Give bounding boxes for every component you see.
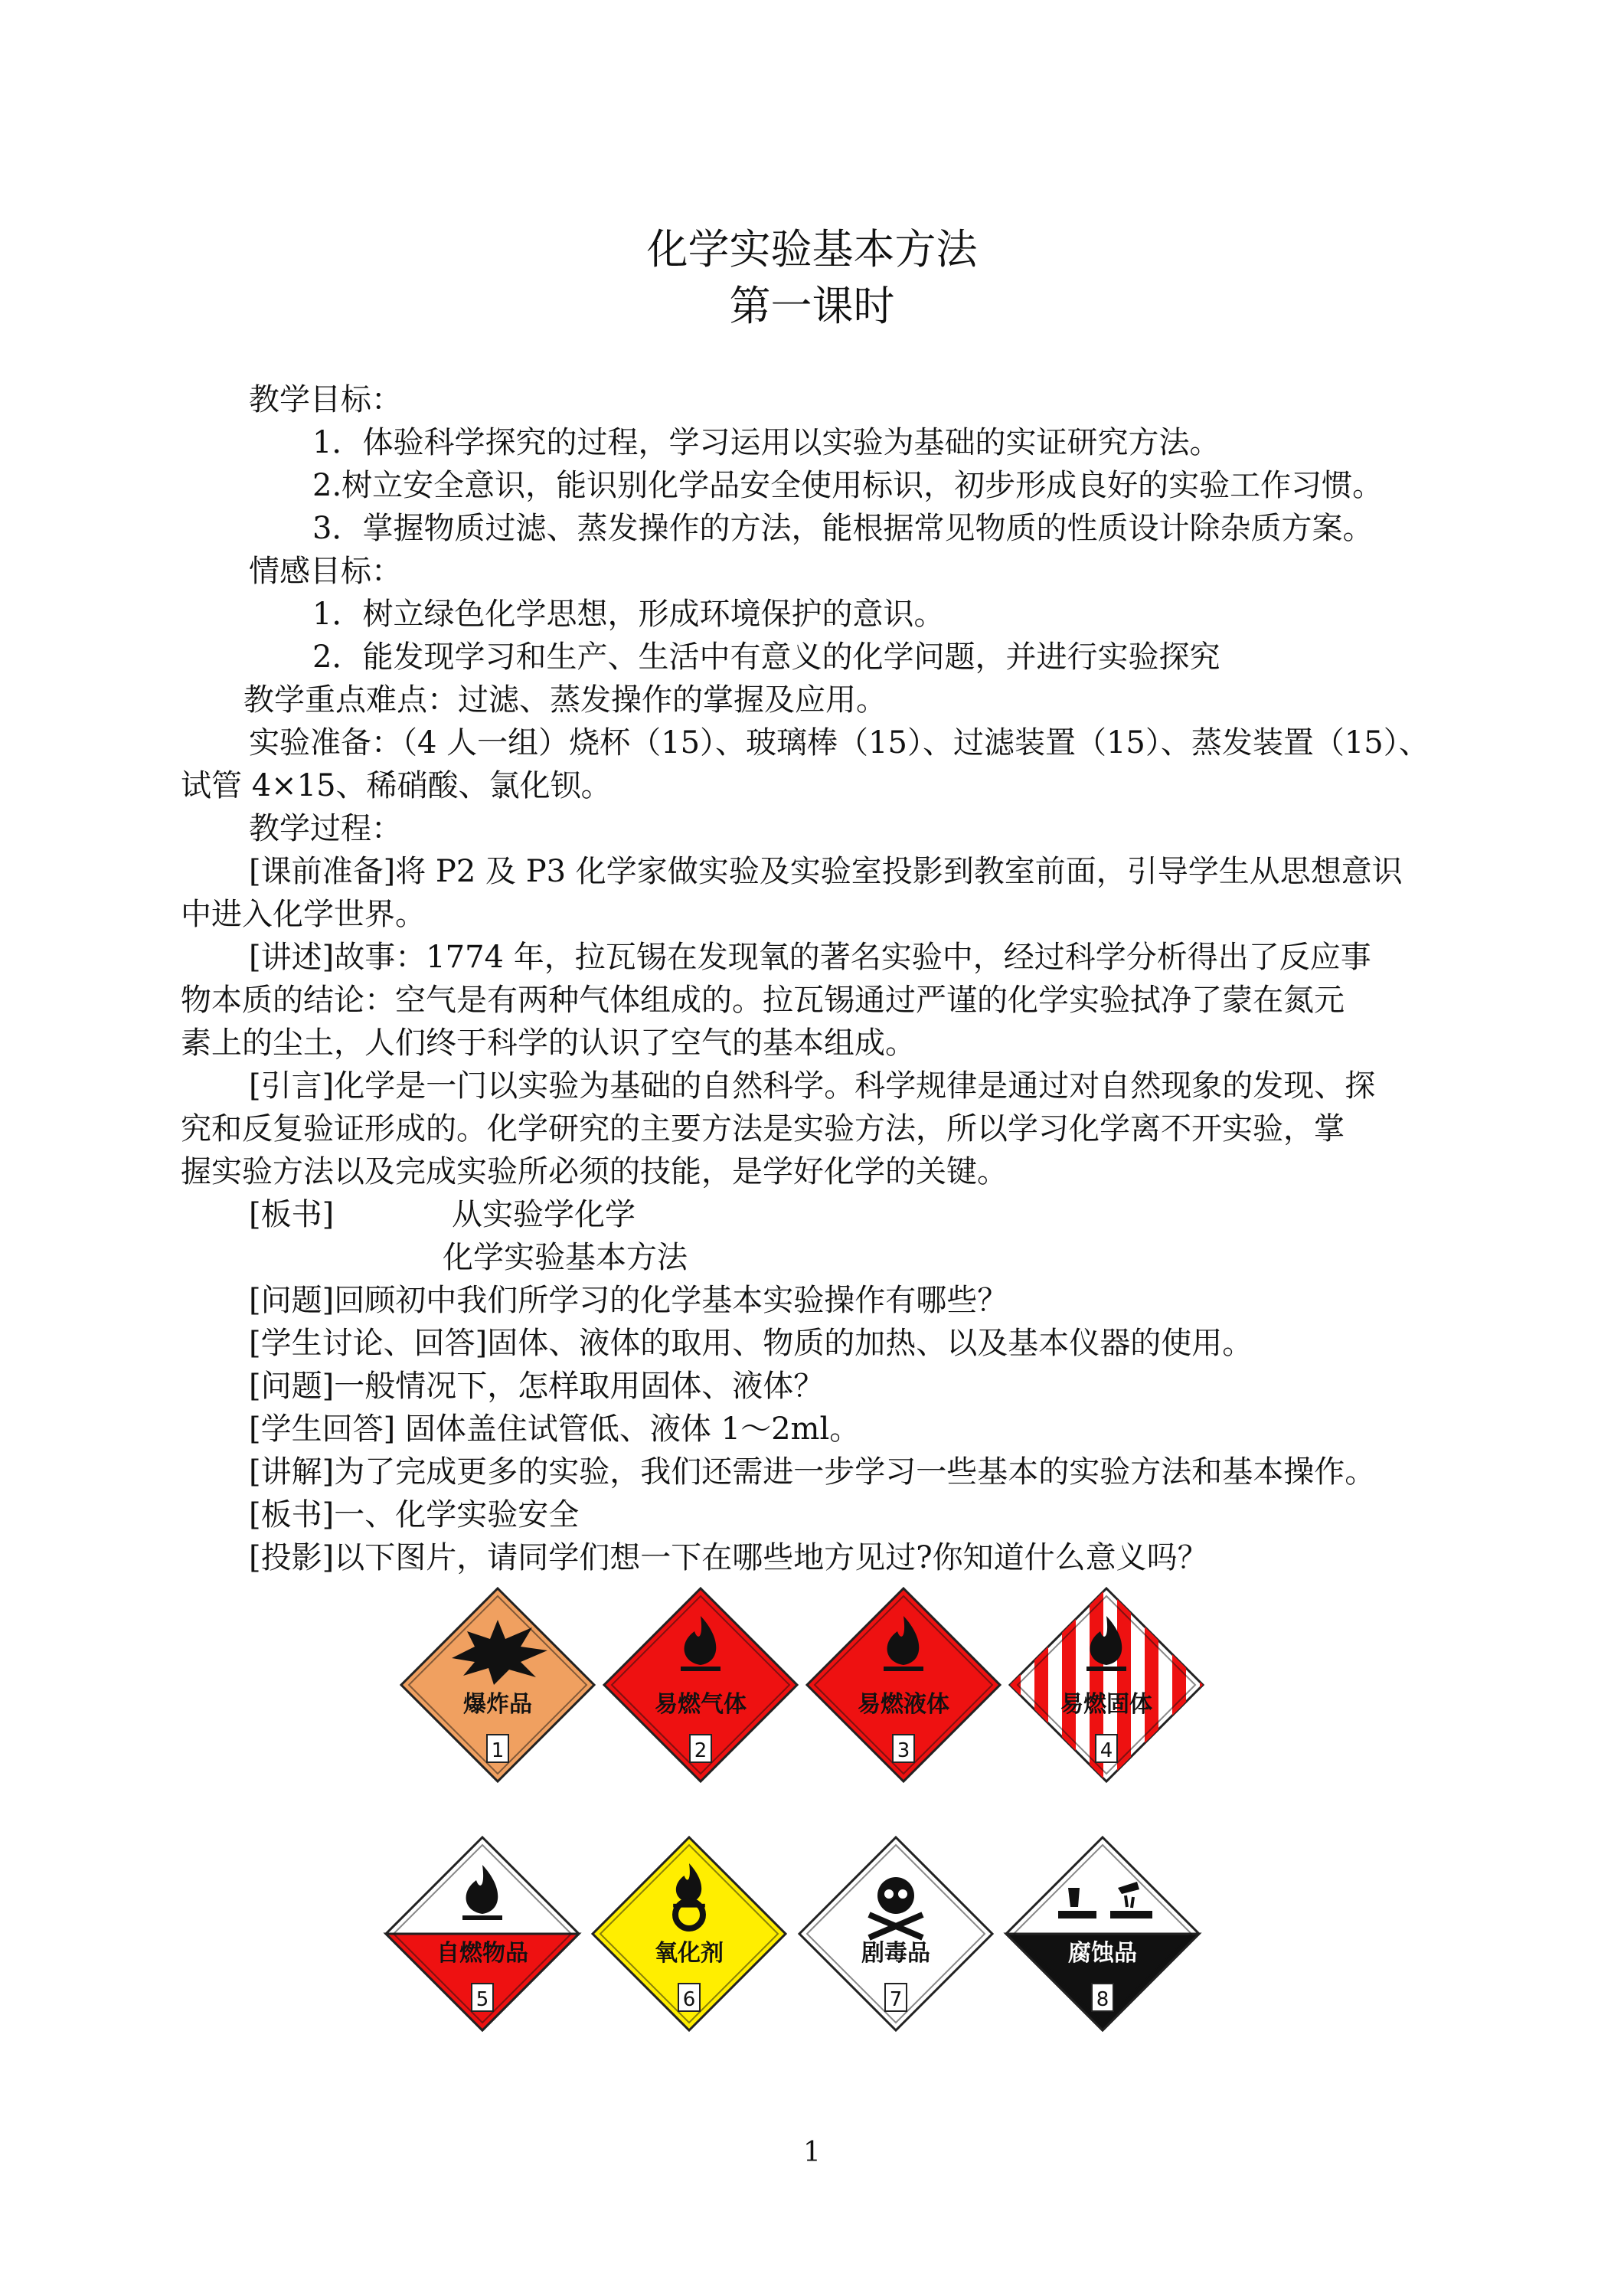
board-subtopic: 化学实验基本方法 <box>443 1240 688 1275</box>
intro-line-3: 握实验方法以及完成实验所必须的技能，是学好化学的关键。 <box>181 1154 1008 1189</box>
hazard-sign-5 <box>383 1834 582 2033</box>
document-title: 化学实验基本方法 <box>646 225 978 273</box>
board-tag: [板书] <box>249 1197 335 1232</box>
emotion-goal-2: 2．能发现学习和生产、生活中有意义的化学问题，并进行实验探究 <box>312 639 1220 675</box>
board-topic: 从实验学化学 <box>452 1197 636 1232</box>
intro-line-1: [引言]化学是一门以实验为基础的自然科学。科学规律是通过对自然现象的发现、探 <box>249 1068 1376 1104</box>
hazard-sign-label: 自燃物品 <box>436 1940 528 1967</box>
teaching-goal-2: 2.树立安全意识，能识别化学品安全使用标识，初步形成良好的实验工作习惯。 <box>312 468 1384 503</box>
hazard-sign-6 <box>590 1834 789 2033</box>
answer-1: [学生讨论、回答]固体、液体的取用、物质的加热、以及基本仪器的使用。 <box>249 1326 1253 1361</box>
prep-paragraph-line-1: [课前准备]将 P2 及 P3 化学家做实验及实验室投影到教室前面，引导学生从思想意识 <box>249 854 1403 889</box>
hazard-sign-number: 6 <box>682 1988 696 2011</box>
prep-line-2: 试管 4×15、稀硝酸、氯化钡。 <box>181 768 612 803</box>
hazard-sign-label: 易燃液体 <box>858 1691 949 1718</box>
hazard-sign-8 <box>1003 1834 1202 2033</box>
teaching-goal-3: 3．掌握物质过滤、蒸发操作的方法，能根据常见物质的性质设计除杂质方案。 <box>312 511 1374 546</box>
hazard-sign-label: 腐蚀品 <box>1068 1940 1137 1967</box>
hazard-sign-number: 1 <box>491 1739 505 1762</box>
document-subtitle: 第一课时 <box>729 282 895 330</box>
story-line-1: [讲述]故事：1774 年，拉瓦锡在发现氧的著名实验中，经过科学分析得出了反应事 <box>249 940 1371 975</box>
emotion-goal-1: 1．树立绿色化学思想，形成环境保护的意识。 <box>312 597 945 632</box>
question-1: [问题]回顾初中我们所学习的化学基本实验操作有哪些？ <box>249 1283 1008 1318</box>
hazard-sign-label: 易燃固体 <box>1060 1691 1152 1718</box>
story-line-3: 素上的尘土，人们终于科学的认识了空气的基本组成。 <box>181 1025 916 1061</box>
hazard-sign-3 <box>804 1585 1003 1784</box>
hazard-sign-label: 氧化剂 <box>655 1940 724 1967</box>
board-safety: [板书]一、化学实验安全 <box>249 1497 580 1532</box>
hazard-sign-number: 5 <box>475 1988 489 2011</box>
hazard-sign-label: 剧毒品 <box>861 1940 930 1967</box>
hazard-sign-4 <box>1007 1585 1206 1784</box>
hazard-sign-1 <box>398 1585 597 1784</box>
hazard-sign-label: 易燃气体 <box>655 1691 747 1718</box>
explanation: [讲解]为了完成更多的实验，我们还需进一步学习一些基本的实验方法和基本操作。 <box>249 1454 1376 1490</box>
hazard-sign-number: 7 <box>889 1988 903 2011</box>
answer-2: [学生回答] 固体盖住试管低、液体 1～2ml。 <box>249 1411 861 1447</box>
key-points: 教学重点难点：过滤、蒸发操作的掌握及应用。 <box>243 682 887 718</box>
prep-paragraph-line-2: 中进入化学世界。 <box>181 897 426 932</box>
hazard-sign-number: 8 <box>1096 1988 1109 2011</box>
process-heading: 教学过程： <box>249 811 402 846</box>
story-line-2: 物本质的结论：空气是有两种气体组成的。拉瓦锡通过严谨的化学实验拭净了蒙在氮元 <box>181 983 1345 1018</box>
hazard-sign-label: 爆炸品 <box>463 1691 532 1718</box>
hazard-sign-2 <box>601 1585 800 1784</box>
question-2: [问题]一般情况下，怎样取用固体、液体？ <box>249 1369 825 1404</box>
teaching-goal-1: 1．体验科学探究的过程，学习运用以实验为基础的实证研究方法。 <box>312 425 1220 460</box>
hazard-sign-7 <box>796 1834 995 2033</box>
teaching-goals-heading: 教学目标： <box>249 382 402 417</box>
hazard-sign-number: 3 <box>897 1739 910 1762</box>
hazard-sign-number: 2 <box>694 1739 707 1762</box>
intro-line-2: 究和反复验证形成的。化学研究的主要方法是实验方法，所以学习化学离不开实验，掌 <box>181 1111 1345 1146</box>
page-number: 1 <box>803 2137 821 2168</box>
projection-prompt: [投影]以下图片，请同学们想一下在哪些地方见过?你知道什么意义吗？ <box>249 1540 1208 1575</box>
hazard-signs-figure <box>383 1562 1240 2053</box>
emotion-goals-heading: 情感目标： <box>249 554 402 589</box>
hazard-sign-number: 4 <box>1100 1739 1113 1762</box>
prep-line-1: 实验准备：（4 人一组）烧杯（15）、玻璃棒（15）、过滤装置（15）、蒸发装置（15）、 <box>249 725 1430 761</box>
